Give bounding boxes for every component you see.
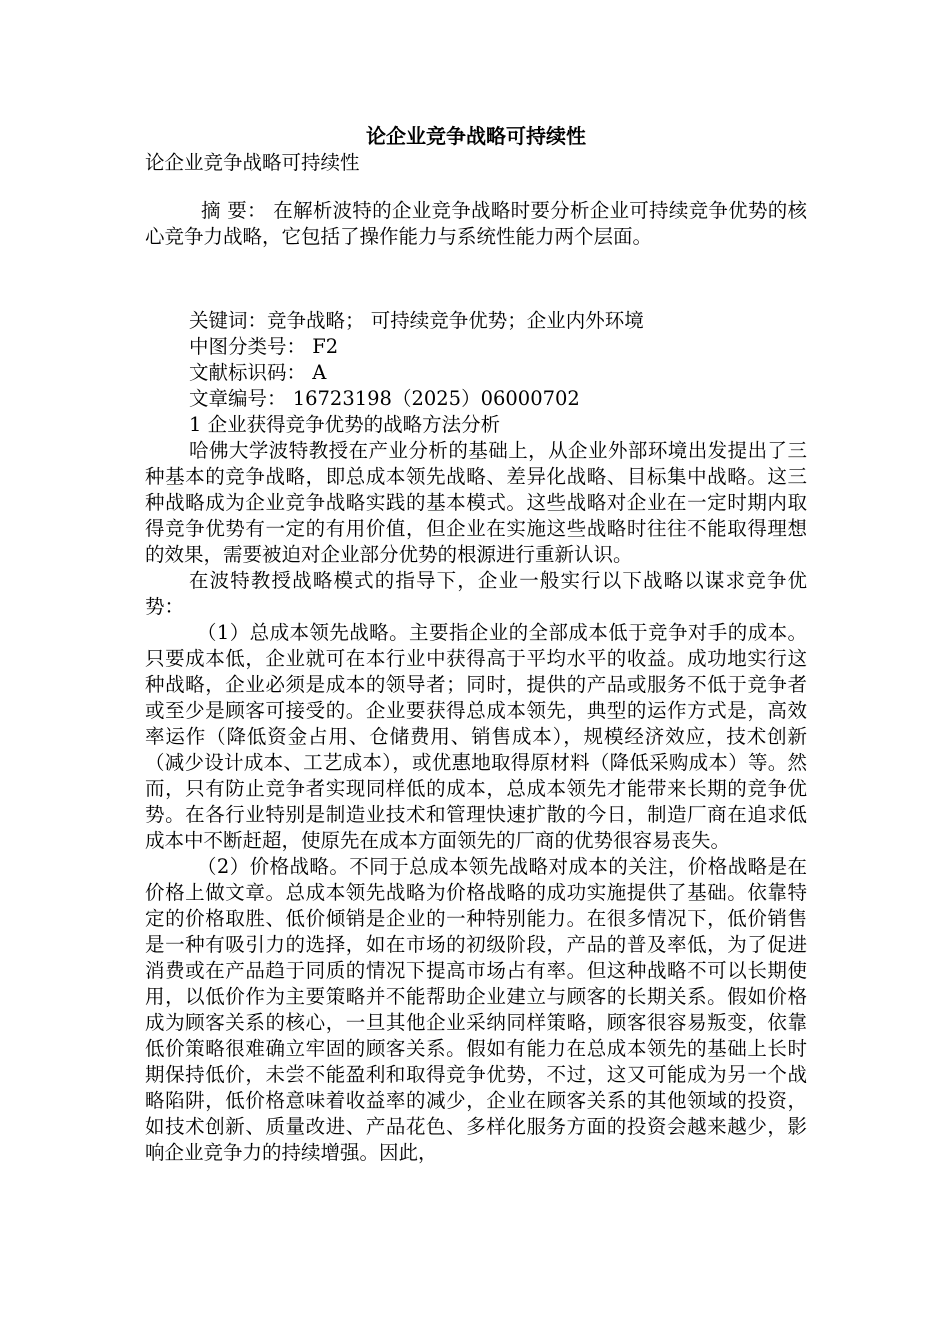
- abstract-text: 在解析波特的企业竞争战略时要分析企业可持续竞争优势的核心竞争力战略，它包括了操作能力与系统性能力两个层面。: [145, 199, 807, 248]
- section-heading: 1 企业获得竞争优势的战略方法分析: [189, 413, 501, 436]
- abstract-label: 摘 要：: [201, 199, 267, 222]
- document-page: [145, 122, 807, 1166]
- classification-number: 中图分类号： F2: [189, 335, 339, 358]
- document-subtitle: 论企业竞争战略可持续性: [145, 151, 360, 174]
- body-paragraph: （1）总成本领先战略。主要指企业的全部成本低于竞争对手的成本。只要成本低，企业就可在本行业中获得高于平均水平的收益。成功地实行这种战略，企业必须是成本的领导者；同时，提供的产品或服务不低于竞争者或至少是顾客可接受的。企业要获得总成本领先，典型的运作方式是，高效率运作（降低资金占用、仓储费用、销售成本），规模经济效应，技术创新（减少设计成本、工艺成本），或优惠地取得原材料（降低采购成本）等。然而，只有防止竞争者实现同样低的成本，总成本领先才能带来长期的竞争优势。在各行业特别是制造业技术和管理快速扩散的今日，制造厂商在追求低成本中不断赶超，使原先在成本方面领先的厂商的优势很容易丧失。: [145, 621, 807, 852]
- abstract: [145, 198, 807, 250]
- body-paragraph: （2）价格战略。不同于总成本领先战略对成本的关注，价格战略是在价格上做文章。总成本领先战略为价格战略的成功实施提供了基础。依靠特定的价格取胜、低价倾销是企业的一种特别能力。在很多情况下，低价销售是一种有吸引力的选择，如在市场的初级阶段，产品的普及率低，为了促进消费或在产品趋于同质的情况下提高市场占有率。但这种战略不可以长期使用，以低价作为主要策略并不能帮助企业建立与顾客的长期关系。假如价格成为顾客关系的核心，一旦其他企业采纳同样策略，顾客很容易叛变，依靠低价策略很难确立牢固的顾客关系。假如有能力在总成本领先的基础上长时期保持低价，未尝不能盈利和取得竞争优势，不过，这又可能成为另一个战略陷阱，低价格意味着收益率的减少，企业在顾客关系的其他领域的投资，如技术创新、质量改进、产品花色、多样化服务方面的投资会越来越少，影响企业竞争力的持续增强。因此，: [145, 855, 807, 1164]
- keywords: 关键词：竞争战略； 可持续竞争优势；企业内外环境: [189, 309, 644, 332]
- article-metadata: [145, 308, 807, 412]
- document-code: 文献标识码： A: [189, 361, 327, 384]
- document-title: 论企业竞争战略可持续性: [366, 124, 586, 148]
- body-paragraph: 在波特教授战略模式的指导下，企业一般实行以下战略以谋求竞争优势：: [145, 569, 807, 618]
- article-number: 文章编号： 16723198（2025）06000702: [189, 387, 580, 410]
- body-paragraph: 哈佛大学波特教授在产业分析的基础上，从企业外部环境出发提出了三种基本的竞争战略，即总成本领先战略、差异化战略、目标集中战略。这三种战略成为企业竞争战略实践的基本模式。这些战略对企业在一定时期内取得竞争优势有一定的有用价值，但企业在实施这些战略时往往不能取得理想的效果，需要被迫对企业部分优势的根源进行重新认识。: [145, 439, 807, 566]
